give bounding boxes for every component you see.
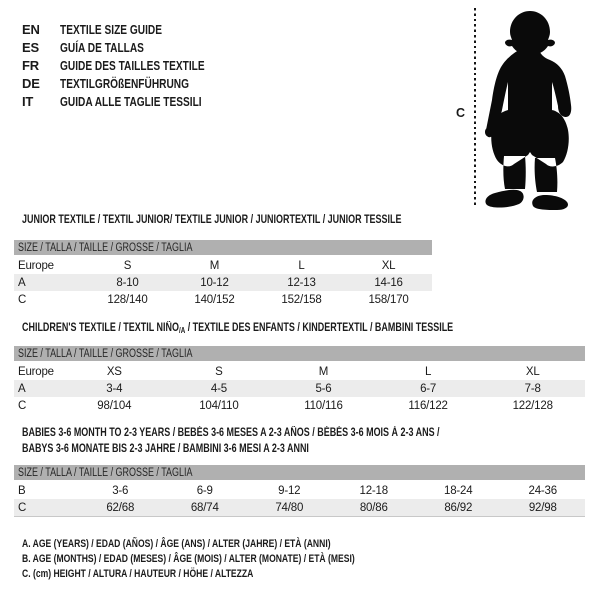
language-code: EN bbox=[22, 22, 40, 37]
value-cell: 68/74 bbox=[163, 499, 248, 517]
table-row-age bbox=[14, 274, 432, 291]
row-label: C bbox=[14, 499, 78, 517]
size-cell: M bbox=[209, 259, 220, 272]
value-cell: 6-7 bbox=[376, 380, 481, 397]
row-label: C bbox=[18, 293, 27, 306]
language-title: TEXTILGRÖßENFÜHRUNG bbox=[60, 76, 190, 91]
size-cell: S bbox=[123, 259, 132, 272]
children-table-title-text bbox=[22, 320, 453, 339]
size-cell: XL bbox=[525, 365, 540, 378]
junior-table-title-text: JUNIOR TEXTILE / TEXTIL JUNIOR/ TEXTILE JUNIOR / JUNIORTEXTIL / JUNIOR TESSILE bbox=[22, 214, 402, 226]
value-cell: 5-6 bbox=[271, 380, 376, 397]
language-code: DE bbox=[22, 76, 40, 91]
height-figure bbox=[452, 8, 588, 214]
language-title-list bbox=[22, 21, 245, 111]
height-measure-label: C bbox=[456, 106, 466, 120]
table-row-europe bbox=[14, 362, 585, 380]
height-measure-dotted-line bbox=[474, 8, 476, 208]
value-cell: 24-36 bbox=[528, 484, 557, 497]
size-cell: XL bbox=[381, 259, 396, 272]
value-cell: 92/98 bbox=[501, 499, 586, 517]
value-cell: 86/92 bbox=[416, 499, 501, 517]
value-cell: 110/116 bbox=[304, 399, 343, 412]
footnote-text: B. AGE (MONTHS) / EDAD (MESES) / ÂGE (MOIS) / ALTER (MONATE) / ETÀ (MESI) bbox=[22, 553, 355, 565]
size-cell: XS bbox=[106, 365, 122, 378]
value-cell: 158/170 bbox=[368, 293, 409, 306]
size-header-row bbox=[14, 346, 585, 362]
value-cell: 6-9 bbox=[196, 484, 213, 497]
babies-title-line1: BABIES 3-6 MONTH TO 2-3 YEARS / BEBÉS 3-6 MESES A 2-3 AÑOS / BÉBÉS 3-6 MOIS À 2-3 ANS / bbox=[22, 427, 440, 439]
size-header-label: SIZE / TALLA / TAILLE / GRÖSSE / TAGLIA bbox=[18, 466, 193, 479]
table-row-europe bbox=[14, 256, 432, 274]
row-label: A bbox=[14, 380, 62, 397]
babies-table-title bbox=[22, 425, 557, 457]
row-label: C bbox=[18, 399, 27, 412]
footnote-text: C. (cm) HEIGHT / ALTURA / HAUTEUR / HÖHE / ALTEZZA bbox=[22, 568, 254, 580]
value-cell: 14-16 bbox=[345, 274, 432, 291]
junior-table-title bbox=[22, 212, 508, 228]
size-cell: L bbox=[424, 365, 432, 378]
language-code: IT bbox=[22, 94, 34, 109]
size-header-label: SIZE / TALLA / TAILLE / GRÖSSE / TAGLIA bbox=[18, 241, 193, 254]
value-cell: 9-12 bbox=[278, 484, 301, 497]
size-header-row bbox=[14, 465, 585, 481]
row-label: B bbox=[18, 484, 26, 497]
language-row-en bbox=[22, 21, 245, 39]
size-cell: L bbox=[298, 259, 305, 272]
babies-size-table bbox=[14, 465, 585, 517]
value-cell: 12-18 bbox=[359, 484, 388, 497]
value-cell: 18-24 bbox=[444, 484, 473, 497]
value-cell: 10-12 bbox=[171, 274, 258, 291]
value-cell: 74/80 bbox=[247, 499, 332, 517]
size-header-row bbox=[14, 240, 432, 256]
value-cell: 4-5 bbox=[167, 380, 272, 397]
language-row-de bbox=[22, 75, 245, 93]
value-cell: 7-8 bbox=[480, 380, 585, 397]
value-cell: 62/68 bbox=[78, 499, 163, 517]
language-title: GUIDE DES TAILLES TEXTILE bbox=[60, 58, 205, 73]
value-cell: 98/104 bbox=[97, 399, 132, 412]
children-size-table bbox=[14, 346, 585, 414]
language-title: TEXTILE SIZE GUIDE bbox=[60, 22, 162, 37]
size-header-band bbox=[14, 346, 585, 362]
value-cell: 128/140 bbox=[107, 293, 148, 306]
value-cell: 122/128 bbox=[512, 399, 553, 412]
value-cell: 104/110 bbox=[199, 399, 239, 412]
language-row-it bbox=[22, 93, 245, 111]
value-cell: 140/152 bbox=[194, 293, 235, 306]
children-table-title bbox=[22, 320, 575, 339]
value-cell: 12-13 bbox=[258, 274, 345, 291]
value-cell: 80/86 bbox=[332, 499, 417, 517]
table-row-height bbox=[14, 499, 585, 517]
value-cell: 116/122 bbox=[408, 399, 448, 412]
language-row-fr bbox=[22, 57, 245, 75]
value-cell: 3-4 bbox=[62, 380, 167, 397]
size-header-band bbox=[14, 465, 585, 481]
value-cell: 8-10 bbox=[84, 274, 171, 291]
table-row-height bbox=[14, 291, 432, 308]
table-row-age bbox=[14, 380, 585, 397]
size-header-label: SIZE / TALLA / TAILLE / GRÖSSE / TAGLIA bbox=[18, 347, 193, 360]
row-label: Europe bbox=[18, 259, 54, 272]
value-cell: 152/158 bbox=[281, 293, 322, 306]
row-label: Europe bbox=[18, 365, 54, 378]
language-title: GUIDA ALLE TAGLIE TESSILI bbox=[60, 94, 202, 109]
language-title: GUÍA DE TALLAS bbox=[60, 40, 144, 55]
children-title-pre: CHILDREN'S TEXTILE / TEXTIL NIÑO bbox=[22, 322, 179, 334]
junior-size-table bbox=[14, 240, 432, 308]
children-title-post: / TEXTILE DES ENFANTS / KINDERTEXTIL / BAMBINI TESSILE bbox=[185, 322, 454, 334]
baby-silhouette bbox=[480, 8, 580, 212]
language-code: ES bbox=[22, 40, 39, 55]
footnote-age-months bbox=[22, 552, 449, 567]
size-header-band bbox=[14, 240, 432, 256]
table-row-months bbox=[14, 481, 585, 499]
language-code: FR bbox=[22, 58, 39, 73]
value-cell: 3-6 bbox=[112, 484, 129, 497]
table-row-height bbox=[14, 397, 585, 414]
footnote-text: A. AGE (YEARS) / EDAD (AÑOS) / ÂGE (ANS) / ALTER (JAHRE) / ETÀ (ANNI) bbox=[22, 538, 331, 550]
footnote-age-years bbox=[22, 537, 449, 552]
language-row-es bbox=[22, 39, 245, 57]
size-cell: M bbox=[318, 365, 329, 378]
size-cell: S bbox=[215, 365, 223, 378]
children-title-subscript: /A bbox=[178, 326, 186, 335]
babies-title-line2: BABYS 3-6 MONATE BIS 2-3 JAHRE / BAMBINI 3-6 MESI A 2-3 ANNI bbox=[22, 443, 309, 455]
footnote-height-cm bbox=[22, 567, 449, 582]
row-label: A bbox=[14, 274, 84, 291]
legend-footnotes bbox=[22, 537, 449, 582]
